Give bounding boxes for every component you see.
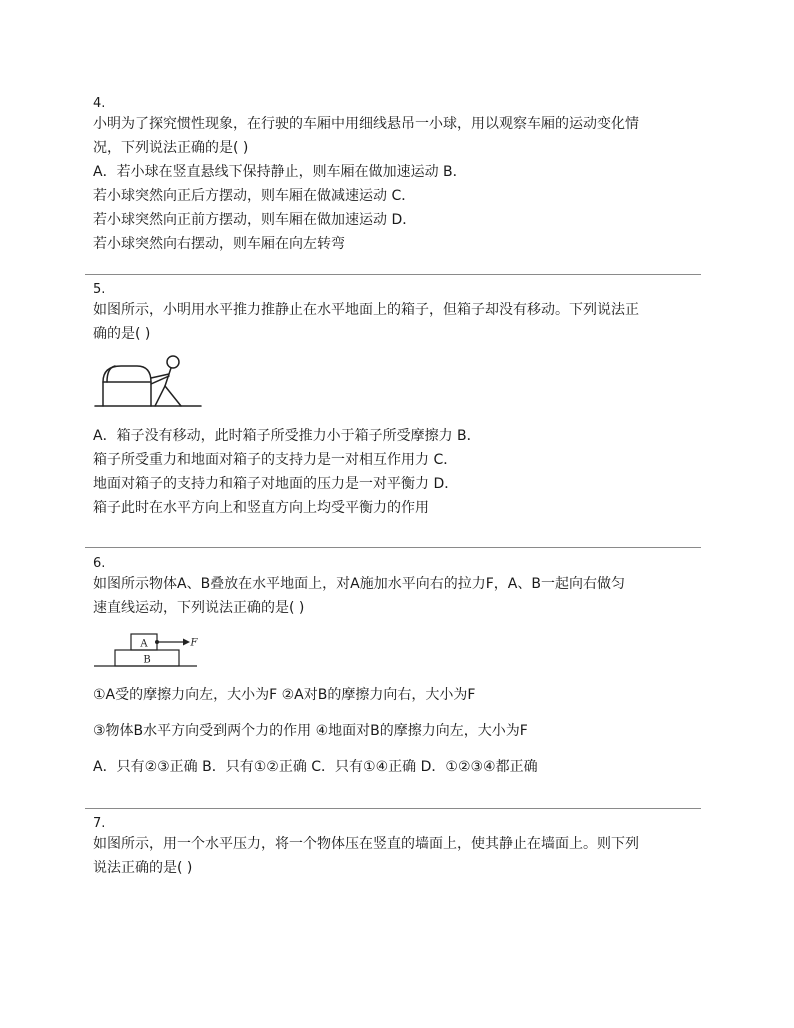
- question-4: [93, 96, 705, 256]
- question-divider: [85, 274, 701, 275]
- stacked-blocks-figure: [93, 626, 203, 674]
- option-line: 若小球突然向正前方摆动，则车厢在做加速运动 D．: [93, 212, 417, 228]
- question-divider: [85, 808, 701, 809]
- force-label: F: [190, 637, 198, 649]
- option-line: 若小球突然向正后方摆动，则车厢在做减速运动 C．: [93, 188, 416, 204]
- option-line: 若小球突然向右摆动，则车厢在向左转弯: [93, 236, 345, 252]
- statement-line: ①A受的摩擦力向左，大小为F ②A对B的摩擦力向右，大小为F: [93, 687, 476, 703]
- option-line: A．箱子没有移动，此时箱子所受推力小于箱子所受摩擦力 B．: [93, 428, 481, 444]
- block-a-label: A: [140, 638, 148, 650]
- question-stem-line: 如图所示，小明用水平推力推静止在水平地面上的箱子，但箱子却没有移动。下列说法正: [93, 302, 639, 318]
- option-line: 箱子所受重力和地面对箱子的支持力是一对相互作用力 C．: [93, 452, 458, 468]
- question-stem-line: 小明为了探究惯性现象，在行驶的车厢中用细线悬吊一小球，用以观察车厢的运动变化情: [93, 116, 639, 132]
- question-stem-line: 况，下列说法正确的是( ): [93, 140, 249, 156]
- question-stem-line: 说法正确的是( ): [93, 860, 193, 876]
- choices-line: A．只有②③正确 B．只有①②正确 C．只有①④正确 D．①②③④都正确: [93, 759, 538, 775]
- question-stem-line: 速直线运动，下列说法正确的是( ): [93, 600, 305, 616]
- question-stem-line: 确的是( ): [93, 326, 151, 342]
- option-line: 箱子此时在水平方向上和竖直方向上均受平衡力的作用: [93, 500, 429, 516]
- block-b-label: B: [143, 654, 151, 666]
- question-divider: [85, 547, 701, 548]
- option-line: 地面对箱子的支持力和箱子对地面的压力是一对平衡力 D．: [93, 476, 459, 492]
- question-number: 6.: [93, 556, 106, 571]
- question-7: [93, 816, 705, 880]
- question-number: 5.: [93, 282, 106, 297]
- option-line: A．若小球在竖直悬线下保持静止，则车厢在做加速运动 B．: [93, 164, 467, 180]
- question-6: [93, 556, 705, 778]
- statement-line: ③物体B水平方向受到两个力的作用 ④地面对B的摩擦力向左，大小为F: [93, 723, 528, 739]
- question-stem-line: 如图所示，用一个水平压力，将一个物体压在竖直的墙面上，使其静止在墙面上。则下列: [93, 836, 639, 852]
- question-number: 4.: [93, 96, 106, 111]
- question-5: [93, 282, 705, 520]
- question-stem-line: 如图所示物体A、B叠放在水平地面上，对A施加水平向右的拉力F，A、B一起向右做匀: [93, 576, 625, 592]
- question-number: 7.: [93, 816, 106, 831]
- push-box-figure: [93, 348, 203, 418]
